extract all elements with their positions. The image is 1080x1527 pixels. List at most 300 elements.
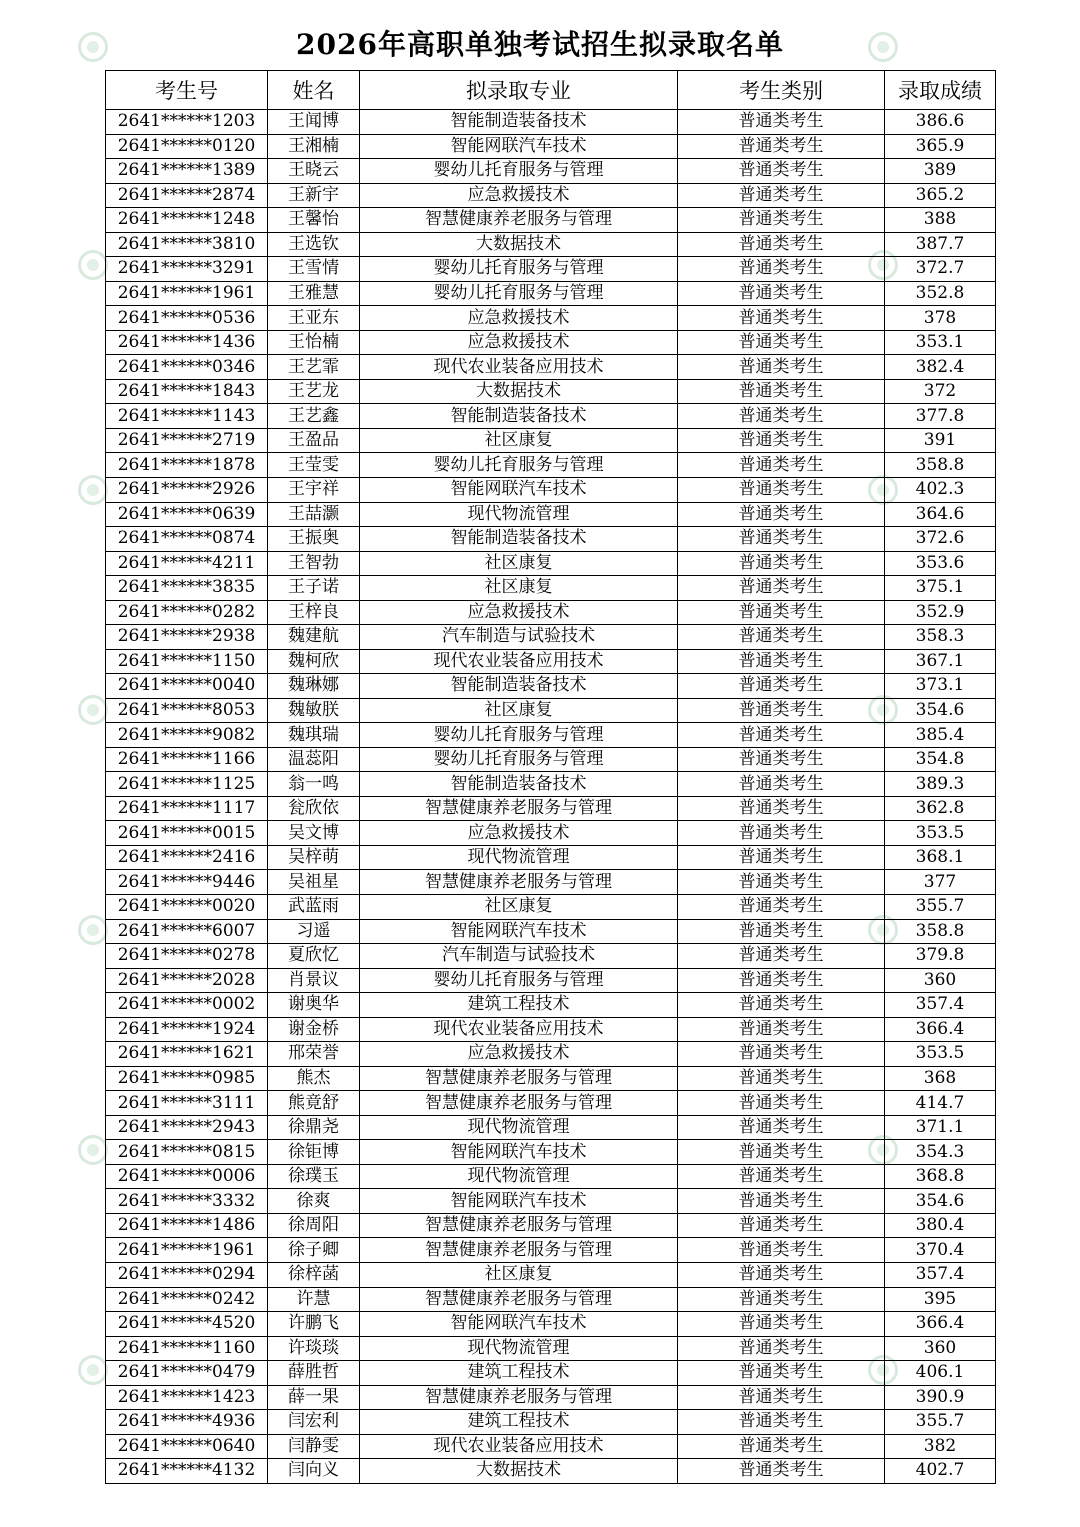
- category-cell: 普通类考生: [678, 110, 885, 135]
- category-cell: 普通类考生: [678, 625, 885, 650]
- major-cell: 智能制造装备技术: [360, 772, 678, 797]
- candidate-id-cell: 2641******2416: [106, 845, 268, 870]
- name-cell: 习遥: [268, 919, 360, 944]
- category-cell: 普通类考生: [678, 1140, 885, 1165]
- major-cell: 智能制造装备技术: [360, 674, 678, 699]
- major-cell: 大数据技术: [360, 1459, 678, 1484]
- category-cell: 普通类考生: [678, 281, 885, 306]
- name-cell: 徐梓菡: [268, 1262, 360, 1287]
- major-cell: 智慧健康养老服务与管理: [360, 1287, 678, 1312]
- major-cell: 婴幼儿托育服务与管理: [360, 257, 678, 282]
- name-cell: 谢奥华: [268, 993, 360, 1018]
- score-cell: 382.4: [885, 355, 996, 380]
- name-cell: 闫向义: [268, 1459, 360, 1484]
- table-row: [106, 355, 996, 380]
- table-row: [106, 330, 996, 355]
- major-cell: 应急救援技术: [360, 821, 678, 846]
- table-row: [106, 281, 996, 306]
- table-row: [106, 576, 996, 601]
- score-cell: 385.4: [885, 723, 996, 748]
- name-cell: 薛胜哲: [268, 1361, 360, 1386]
- category-cell: 普通类考生: [678, 477, 885, 502]
- name-cell: 邢荣誉: [268, 1042, 360, 1067]
- category-cell: 普通类考生: [678, 1042, 885, 1067]
- name-cell: 夏欣忆: [268, 944, 360, 969]
- major-cell: 社区康复: [360, 698, 678, 723]
- major-cell: 应急救援技术: [360, 183, 678, 208]
- category-cell: 普通类考生: [678, 1017, 885, 1042]
- candidate-id-cell: 2641******0002: [106, 993, 268, 1018]
- score-cell: 389: [885, 159, 996, 184]
- candidate-id-cell: 2641******2926: [106, 477, 268, 502]
- table-row: [106, 183, 996, 208]
- candidate-id-cell: 2641******0639: [106, 502, 268, 527]
- candidate-id-cell: 2641******1160: [106, 1336, 268, 1361]
- score-cell: 377.8: [885, 404, 996, 429]
- candidate-id-cell: 2641******6007: [106, 919, 268, 944]
- table-row: [106, 600, 996, 625]
- name-cell: 王宇祥: [268, 477, 360, 502]
- major-cell: 社区康复: [360, 428, 678, 453]
- category-cell: 普通类考生: [678, 502, 885, 527]
- candidate-id-cell: 2641******1486: [106, 1213, 268, 1238]
- header-candidate-id: 考生号: [106, 71, 268, 110]
- major-cell: 应急救援技术: [360, 330, 678, 355]
- candidate-id-cell: 2641******0278: [106, 944, 268, 969]
- name-cell: 熊竟舒: [268, 1091, 360, 1116]
- major-cell: 智慧健康养老服务与管理: [360, 1385, 678, 1410]
- category-cell: 普通类考生: [678, 428, 885, 453]
- major-cell: 社区康复: [360, 1262, 678, 1287]
- table-row: [106, 968, 996, 993]
- table-row: [106, 625, 996, 650]
- major-cell: 智能网联汽车技术: [360, 134, 678, 159]
- score-cell: 366.4: [885, 1312, 996, 1337]
- category-cell: 普通类考生: [678, 551, 885, 576]
- name-cell: 许鹏飞: [268, 1312, 360, 1337]
- score-cell: 354.6: [885, 698, 996, 723]
- major-cell: 婴幼儿托育服务与管理: [360, 453, 678, 478]
- score-cell: 353.5: [885, 821, 996, 846]
- score-cell: 362.8: [885, 796, 996, 821]
- category-cell: 普通类考生: [678, 330, 885, 355]
- category-cell: 普通类考生: [678, 1434, 885, 1459]
- major-cell: 智能网联汽车技术: [360, 477, 678, 502]
- score-cell: 375.1: [885, 576, 996, 601]
- candidate-id-cell: 2641******0346: [106, 355, 268, 380]
- category-cell: 普通类考生: [678, 159, 885, 184]
- watermark-logo-icon: [78, 475, 108, 505]
- score-cell: 358.3: [885, 625, 996, 650]
- candidate-id-cell: 2641******0479: [106, 1361, 268, 1386]
- header-category: 考生类别: [678, 71, 885, 110]
- category-cell: 普通类考生: [678, 453, 885, 478]
- name-cell: 王怡楠: [268, 330, 360, 355]
- table-row: [106, 232, 996, 257]
- table-row: [106, 428, 996, 453]
- score-cell: 371.1: [885, 1115, 996, 1140]
- major-cell: 应急救援技术: [360, 600, 678, 625]
- major-cell: 社区康复: [360, 895, 678, 920]
- name-cell: 王馨怡: [268, 208, 360, 233]
- major-cell: 智能制造装备技术: [360, 527, 678, 552]
- score-cell: 353.1: [885, 330, 996, 355]
- name-cell: 许琰琰: [268, 1336, 360, 1361]
- name-cell: 王智勃: [268, 551, 360, 576]
- header-score: 录取成绩: [885, 71, 996, 110]
- name-cell: 肖景议: [268, 968, 360, 993]
- table-row: [106, 1410, 996, 1435]
- score-cell: 406.1: [885, 1361, 996, 1386]
- candidate-id-cell: 2641******2938: [106, 625, 268, 650]
- candidate-id-cell: 2641******1423: [106, 1385, 268, 1410]
- candidate-id-cell: 2641******1166: [106, 747, 268, 772]
- category-cell: 普通类考生: [678, 183, 885, 208]
- category-cell: 普通类考生: [678, 355, 885, 380]
- major-cell: 智能制造装备技术: [360, 110, 678, 135]
- name-cell: 武蓝雨: [268, 895, 360, 920]
- table-row: [106, 1361, 996, 1386]
- score-cell: 379.8: [885, 944, 996, 969]
- major-cell: 智能制造装备技术: [360, 404, 678, 429]
- score-cell: 372: [885, 379, 996, 404]
- name-cell: 徐鼎尧: [268, 1115, 360, 1140]
- category-cell: 普通类考生: [678, 1189, 885, 1214]
- table-row: [106, 919, 996, 944]
- name-cell: 王艺霏: [268, 355, 360, 380]
- name-cell: 王闻博: [268, 110, 360, 135]
- candidate-id-cell: 2641******1143: [106, 404, 268, 429]
- table-row: [106, 1017, 996, 1042]
- name-cell: 徐爽: [268, 1189, 360, 1214]
- major-cell: 汽车制造与试验技术: [360, 944, 678, 969]
- name-cell: 徐钜博: [268, 1140, 360, 1165]
- category-cell: 普通类考生: [678, 772, 885, 797]
- candidate-id-cell: 2641******8053: [106, 698, 268, 723]
- candidate-id-cell: 2641******1389: [106, 159, 268, 184]
- category-cell: 普通类考生: [678, 1287, 885, 1312]
- name-cell: 徐璞玉: [268, 1164, 360, 1189]
- score-cell: 354.6: [885, 1189, 996, 1214]
- table-row: [106, 772, 996, 797]
- major-cell: 建筑工程技术: [360, 1361, 678, 1386]
- candidate-id-cell: 2641******0282: [106, 600, 268, 625]
- category-cell: 普通类考生: [678, 306, 885, 331]
- score-cell: 352.9: [885, 600, 996, 625]
- candidate-id-cell: 2641******2874: [106, 183, 268, 208]
- page-title: 2026年高职单独考试招生拟录取名单: [296, 28, 784, 61]
- table-row: [106, 895, 996, 920]
- name-cell: 王湘楠: [268, 134, 360, 159]
- table-row: [106, 1042, 996, 1067]
- watermark-logo-icon: [78, 695, 108, 725]
- table-row: [106, 1434, 996, 1459]
- score-cell: 364.6: [885, 502, 996, 527]
- header-major: 拟录取专业: [360, 71, 678, 110]
- name-cell: 王晓云: [268, 159, 360, 184]
- major-cell: 婴幼儿托育服务与管理: [360, 968, 678, 993]
- name-cell: 瓮欣依: [268, 796, 360, 821]
- name-cell: 徐子卿: [268, 1238, 360, 1263]
- name-cell: 王艺鑫: [268, 404, 360, 429]
- candidate-id-cell: 2641******1150: [106, 649, 268, 674]
- score-cell: 367.1: [885, 649, 996, 674]
- category-cell: 普通类考生: [678, 1213, 885, 1238]
- category-cell: 普通类考生: [678, 1164, 885, 1189]
- score-cell: 414.7: [885, 1091, 996, 1116]
- candidate-id-cell: 2641******1436: [106, 330, 268, 355]
- category-cell: 普通类考生: [678, 674, 885, 699]
- name-cell: 温蕊阳: [268, 747, 360, 772]
- major-cell: 婴幼儿托育服务与管理: [360, 281, 678, 306]
- score-cell: 402.3: [885, 477, 996, 502]
- score-cell: 402.7: [885, 1459, 996, 1484]
- category-cell: 普通类考生: [678, 379, 885, 404]
- score-cell: 372.6: [885, 527, 996, 552]
- score-cell: 355.7: [885, 1410, 996, 1435]
- major-cell: 现代物流管理: [360, 1115, 678, 1140]
- score-cell: 355.7: [885, 895, 996, 920]
- table-row: [106, 477, 996, 502]
- category-cell: 普通类考生: [678, 649, 885, 674]
- major-cell: 智慧健康养老服务与管理: [360, 1213, 678, 1238]
- category-cell: 普通类考生: [678, 1238, 885, 1263]
- candidate-id-cell: 2641******3291: [106, 257, 268, 282]
- table-row: [106, 527, 996, 552]
- candidate-id-cell: 2641******1961: [106, 1238, 268, 1263]
- table-row: [106, 208, 996, 233]
- table-row: [106, 404, 996, 429]
- major-cell: 智慧健康养老服务与管理: [360, 870, 678, 895]
- score-cell: 360: [885, 1336, 996, 1361]
- name-cell: 魏琪瑞: [268, 723, 360, 748]
- name-cell: 王雅慧: [268, 281, 360, 306]
- major-cell: 婴幼儿托育服务与管理: [360, 747, 678, 772]
- name-cell: 魏建航: [268, 625, 360, 650]
- candidate-id-cell: 2641******1203: [106, 110, 268, 135]
- major-cell: 社区康复: [360, 576, 678, 601]
- score-cell: 395: [885, 1287, 996, 1312]
- table-row: [106, 1238, 996, 1263]
- table-row: [106, 1312, 996, 1337]
- category-cell: 普通类考生: [678, 1361, 885, 1386]
- watermark-logo-icon: [78, 1135, 108, 1165]
- name-cell: 王子诺: [268, 576, 360, 601]
- watermark-logo-icon: [78, 915, 108, 945]
- major-cell: 大数据技术: [360, 379, 678, 404]
- category-cell: 普通类考生: [678, 1262, 885, 1287]
- table-row: [106, 821, 996, 846]
- admission-table: [105, 70, 996, 1484]
- table-row: [106, 1336, 996, 1361]
- candidate-id-cell: 2641******0020: [106, 895, 268, 920]
- watermark-logo-icon: [78, 1355, 108, 1385]
- table-row: [106, 870, 996, 895]
- major-cell: 婴幼儿托育服务与管理: [360, 723, 678, 748]
- major-cell: 现代物流管理: [360, 1164, 678, 1189]
- score-cell: 391: [885, 428, 996, 453]
- category-cell: 普通类考生: [678, 1336, 885, 1361]
- score-cell: 353.6: [885, 551, 996, 576]
- table-row: [106, 747, 996, 772]
- table-row: [106, 110, 996, 135]
- candidate-id-cell: 2641******0006: [106, 1164, 268, 1189]
- category-cell: 普通类考生: [678, 1091, 885, 1116]
- candidate-id-cell: 2641******3835: [106, 576, 268, 601]
- table-row: [106, 845, 996, 870]
- name-cell: 熊杰: [268, 1066, 360, 1091]
- candidate-id-cell: 2641******2943: [106, 1115, 268, 1140]
- table-row: [106, 379, 996, 404]
- major-cell: 现代农业装备应用技术: [360, 649, 678, 674]
- candidate-id-cell: 2641******1878: [106, 453, 268, 478]
- category-cell: 普通类考生: [678, 1066, 885, 1091]
- table-body: [106, 110, 996, 1484]
- candidate-id-cell: 2641******0294: [106, 1262, 268, 1287]
- category-cell: 普通类考生: [678, 1459, 885, 1484]
- major-cell: 社区康复: [360, 551, 678, 576]
- name-cell: 翁一鸣: [268, 772, 360, 797]
- major-cell: 智能网联汽车技术: [360, 919, 678, 944]
- score-cell: 378: [885, 306, 996, 331]
- major-cell: 智能网联汽车技术: [360, 1312, 678, 1337]
- category-cell: 普通类考生: [678, 968, 885, 993]
- score-cell: 366.4: [885, 1017, 996, 1042]
- major-cell: 建筑工程技术: [360, 993, 678, 1018]
- category-cell: 普通类考生: [678, 232, 885, 257]
- category-cell: 普通类考生: [678, 404, 885, 429]
- table-row: [106, 1189, 996, 1214]
- table-row: [106, 1262, 996, 1287]
- candidate-id-cell: 2641******1117: [106, 796, 268, 821]
- category-cell: 普通类考生: [678, 796, 885, 821]
- table-row: [106, 453, 996, 478]
- name-cell: 王盈品: [268, 428, 360, 453]
- score-cell: 360: [885, 968, 996, 993]
- category-cell: 普通类考生: [678, 747, 885, 772]
- table-row: [106, 257, 996, 282]
- candidate-id-cell: 2641******0985: [106, 1066, 268, 1091]
- score-cell: 354.8: [885, 747, 996, 772]
- category-cell: 普通类考生: [678, 821, 885, 846]
- category-cell: 普通类考生: [678, 134, 885, 159]
- major-cell: 现代物流管理: [360, 845, 678, 870]
- candidate-id-cell: 2641******0242: [106, 1287, 268, 1312]
- score-cell: 377: [885, 870, 996, 895]
- name-cell: 魏柯欣: [268, 649, 360, 674]
- table-row: [106, 134, 996, 159]
- table-row: [106, 993, 996, 1018]
- major-cell: 智慧健康养老服务与管理: [360, 1238, 678, 1263]
- name-cell: 闫宏利: [268, 1410, 360, 1435]
- candidate-id-cell: 2641******0874: [106, 527, 268, 552]
- score-cell: 368.8: [885, 1164, 996, 1189]
- category-cell: 普通类考生: [678, 208, 885, 233]
- candidate-id-cell: 2641******4211: [106, 551, 268, 576]
- major-cell: 智慧健康养老服务与管理: [360, 1091, 678, 1116]
- candidate-id-cell: 2641******2028: [106, 968, 268, 993]
- candidate-id-cell: 2641******0640: [106, 1434, 268, 1459]
- table-row: [106, 796, 996, 821]
- candidate-id-cell: 2641******3332: [106, 1189, 268, 1214]
- name-cell: 王喆灏: [268, 502, 360, 527]
- table-row: [106, 1213, 996, 1238]
- major-cell: 智慧健康养老服务与管理: [360, 208, 678, 233]
- major-cell: 智能网联汽车技术: [360, 1140, 678, 1165]
- score-cell: 368: [885, 1066, 996, 1091]
- category-cell: 普通类考生: [678, 919, 885, 944]
- name-cell: 徐周阳: [268, 1213, 360, 1238]
- table-header-row: [106, 71, 996, 110]
- score-cell: 352.8: [885, 281, 996, 306]
- candidate-id-cell: 2641******9446: [106, 870, 268, 895]
- table-row: [106, 1091, 996, 1116]
- major-cell: 应急救援技术: [360, 306, 678, 331]
- name-cell: 魏琳娜: [268, 674, 360, 699]
- category-cell: 普通类考生: [678, 1410, 885, 1435]
- category-cell: 普通类考生: [678, 944, 885, 969]
- name-cell: 吴文博: [268, 821, 360, 846]
- score-cell: 373.1: [885, 674, 996, 699]
- table-row: [106, 674, 996, 699]
- score-cell: 370.4: [885, 1238, 996, 1263]
- table-row: [106, 649, 996, 674]
- category-cell: 普通类考生: [678, 723, 885, 748]
- candidate-id-cell: 2641******0040: [106, 674, 268, 699]
- name-cell: 王选钦: [268, 232, 360, 257]
- table-row: [106, 1164, 996, 1189]
- candidate-id-cell: 2641******3810: [106, 232, 268, 257]
- major-cell: 现代农业装备应用技术: [360, 355, 678, 380]
- category-cell: 普通类考生: [678, 1312, 885, 1337]
- candidate-id-cell: 2641******1125: [106, 772, 268, 797]
- table-row: [106, 698, 996, 723]
- name-cell: 王艺龙: [268, 379, 360, 404]
- category-cell: 普通类考生: [678, 698, 885, 723]
- major-cell: 智慧健康养老服务与管理: [360, 1066, 678, 1091]
- table-row: [106, 1066, 996, 1091]
- name-cell: 王莹雯: [268, 453, 360, 478]
- category-cell: 普通类考生: [678, 527, 885, 552]
- name-cell: 魏敏朕: [268, 698, 360, 723]
- score-cell: 389.3: [885, 772, 996, 797]
- score-cell: 358.8: [885, 453, 996, 478]
- table-row: [106, 306, 996, 331]
- major-cell: 现代物流管理: [360, 1336, 678, 1361]
- category-cell: 普通类考生: [678, 993, 885, 1018]
- name-cell: 吴祖星: [268, 870, 360, 895]
- score-cell: 354.3: [885, 1140, 996, 1165]
- candidate-id-cell: 2641******1621: [106, 1042, 268, 1067]
- candidate-id-cell: 2641******4520: [106, 1312, 268, 1337]
- major-cell: 婴幼儿托育服务与管理: [360, 159, 678, 184]
- table-row: [106, 1140, 996, 1165]
- table-row: [106, 1385, 996, 1410]
- category-cell: 普通类考生: [678, 600, 885, 625]
- name-cell: 许慧: [268, 1287, 360, 1312]
- name-cell: 王新宇: [268, 183, 360, 208]
- category-cell: 普通类考生: [678, 870, 885, 895]
- candidate-id-cell: 2641******0536: [106, 306, 268, 331]
- major-cell: 汽车制造与试验技术: [360, 625, 678, 650]
- name-cell: 吴梓萌: [268, 845, 360, 870]
- name-cell: 闫静雯: [268, 1434, 360, 1459]
- candidate-id-cell: 2641******3111: [106, 1091, 268, 1116]
- major-cell: 大数据技术: [360, 232, 678, 257]
- major-cell: 建筑工程技术: [360, 1410, 678, 1435]
- table-row: [106, 502, 996, 527]
- name-cell: 谢金桥: [268, 1017, 360, 1042]
